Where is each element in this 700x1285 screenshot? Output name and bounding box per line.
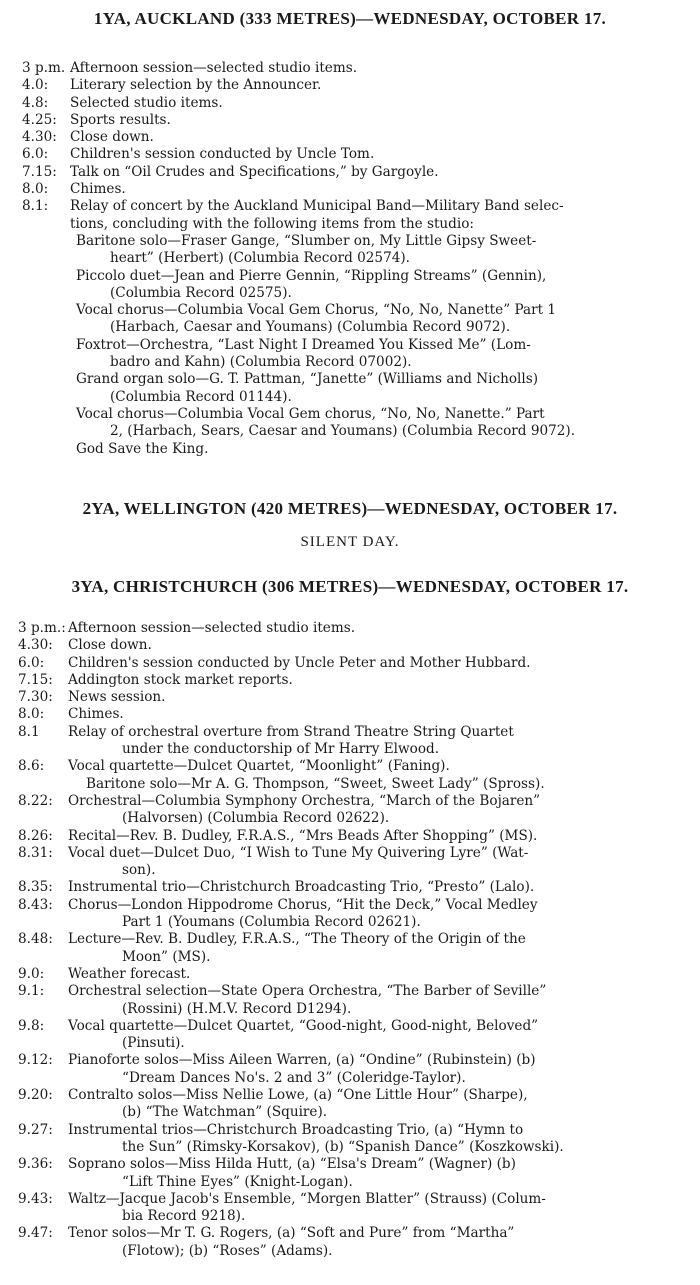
schedule-entry xyxy=(0,845,700,880)
entry-time: 9.12: xyxy=(18,1052,53,1069)
entry-text-line: Literary selection by the Announcer. xyxy=(70,77,322,94)
entry-time: 9.20: xyxy=(18,1087,53,1104)
entry-time: 9.0: xyxy=(18,965,45,982)
section-heading-2ya: 2YA, WELLINGTON (420 METRES)—WEDNESDAY, OCTOBER 17. xyxy=(82,499,618,518)
schedule-entry xyxy=(0,655,700,672)
schedule-entry xyxy=(0,724,700,759)
programme-item-line: heart” (Herbert) (Columbia Record 02574). xyxy=(110,250,410,267)
entry-time: 4.30: xyxy=(18,637,53,654)
entry-text-line: Soprano solos—Miss Hilda Hutt, (a) “Elsa's Dream” (Wagner) (b) xyxy=(68,1156,516,1173)
schedule-entry xyxy=(0,672,700,689)
entry-time: 7.15: xyxy=(22,163,57,180)
entry-text-line: Waltz—Jacque Jacob's Ensemble, “Morgen Blatter” (Strauss) (Colum- xyxy=(68,1190,546,1207)
entry-text-line: “Dream Dances No's. 2 and 3” (Coleridge-Taylor). xyxy=(122,1069,466,1086)
entry-text-line: Lecture—Rev. B. Dudley, F.R.A.S., “The Theory of the Origin of the xyxy=(68,931,526,948)
programme-item xyxy=(0,268,700,303)
schedule-entry xyxy=(0,129,700,146)
entry-text-line: Vocal duet—Dulcet Duo, “I Wish to Tune My Quivering Lyre” (Wat- xyxy=(68,844,529,861)
schedule-entry xyxy=(0,879,700,896)
schedule-entry xyxy=(0,1018,700,1053)
entry-text-line: Instrumental trio—Christchurch Broadcasting Trio, “Presto” (Lalo). xyxy=(68,879,535,896)
entry-text-line: Chorus—London Hippodrome Chorus, “Hit the Deck,” Vocal Medley xyxy=(68,896,538,913)
schedule-entry xyxy=(0,689,700,706)
programme-item-line: God Save the King. xyxy=(76,440,209,457)
entry-text-line: Instrumental trios—Christchurch Broadcasting Trio, (a) “Hymn to xyxy=(68,1121,524,1138)
entry-time: 9.47: xyxy=(18,1225,53,1242)
entry-text-line: Moon” (MS). xyxy=(122,948,211,965)
entry-time: 8.0: xyxy=(18,706,45,723)
entry-time: 8.0: xyxy=(22,181,49,198)
schedule-entry xyxy=(0,828,700,845)
entry-time: 4.8: xyxy=(22,94,49,111)
section-heading-3ya: 3YA, CHRISTCHURCH (306 METRES)—WEDNESDAY, OCTOBER 17. xyxy=(71,577,629,596)
entry-text-line: Vocal quartette—Dulcet Quartet, “Good-night, Good-night, Beloved” xyxy=(68,1017,539,1034)
entry-text-line: (b) “The Watchman” (Squire). xyxy=(122,1104,328,1121)
schedule-entry xyxy=(0,1191,700,1226)
entry-time: 4.25: xyxy=(22,111,57,128)
programme-item-line: (Columbia Record 01144). xyxy=(110,388,292,405)
entry-text-line: Weather forecast. xyxy=(68,965,191,982)
schedule-entry xyxy=(0,95,700,112)
entry-time: 9.36: xyxy=(18,1156,53,1173)
programme-item xyxy=(0,371,700,406)
entry-time: 8.6: xyxy=(18,758,45,775)
programme-item xyxy=(0,337,700,372)
entry-time: 7.15: xyxy=(18,671,53,688)
entry-text-line: (Pinsuti). xyxy=(122,1035,185,1052)
schedule-entry xyxy=(0,637,700,654)
entry-text-line: News session. xyxy=(68,689,166,706)
programme-item-line: badro and Kahn) (Columbia Record 07002). xyxy=(110,354,412,371)
programme-item-line: Vocal chorus—Columbia Vocal Gem Chorus, “No, No, Nanette” Part 1 xyxy=(76,302,557,319)
entry-text-line: Afternoon session—selected studio items. xyxy=(68,620,356,636)
programme-item-line: (Columbia Record 02575). xyxy=(110,284,292,301)
entry-text-line: Sports results. xyxy=(70,111,171,128)
entry-text-line: “Lift Thine Eyes” (Knight-Logan). xyxy=(122,1173,353,1190)
entry-text-line: the Sun” (Rimsky-Korsakov), (b) “Spanish Dance” (Koszkowski). xyxy=(122,1138,564,1155)
programme-item-line: Foxtrot—Orchestra, “Last Night I Dreamed You Kissed Me” (Lom- xyxy=(76,336,531,353)
programme-item xyxy=(0,441,700,458)
entry-time: 8.43: xyxy=(18,896,53,913)
section-heading-1ya: 1YA, AUCKLAND (333 METRES)—WEDNESDAY, OCTOBER 17. xyxy=(93,9,607,28)
entry-time: 7.30: xyxy=(18,689,53,706)
entry-text-line: tions, concluding with the following items from the studio: xyxy=(70,215,474,232)
schedule-1ya xyxy=(0,60,700,458)
entry-time: 4.0: xyxy=(22,77,49,94)
schedule-entry xyxy=(0,931,700,966)
entry-time: 8.1 xyxy=(18,723,40,740)
entry-time: 9.1: xyxy=(18,983,45,1000)
entry-text-line: (Flotow); (b) “Roses” (Adams). xyxy=(122,1242,333,1259)
entry-text-line: (Halvorsen) (Columbia Record 02622). xyxy=(122,810,390,827)
entry-time: 9.43: xyxy=(18,1190,53,1207)
entry-time: 6.0: xyxy=(18,654,45,671)
entry-text-line: (Rossini) (H.M.V. Record D1294). xyxy=(122,1000,352,1017)
entry-text-line: Contralto solos—Miss Nellie Lowe, (a) “One Little Hour” (Sharpe), xyxy=(68,1087,528,1104)
entry-time: 8.35: xyxy=(18,879,53,896)
programme-item-line: Grand organ solo—G. T. Pattman, “Janette” (Williams and Nicholls) xyxy=(76,371,539,388)
schedule-entry xyxy=(0,1225,700,1260)
entry-text-line: Chimes. xyxy=(70,181,126,198)
entry-time: 8.22: xyxy=(18,792,53,809)
schedule-entry xyxy=(0,1052,700,1087)
entry-text-line: Selected studio items. xyxy=(70,94,223,111)
programme-item xyxy=(0,233,700,268)
entry-text-line: Close down. xyxy=(70,129,154,146)
programme-item-line: Baritone solo—Fraser Gange, “Slumber on, My Little Gipsy Sweet- xyxy=(76,232,537,249)
schedule-entry xyxy=(0,1156,700,1191)
schedule-entry xyxy=(0,112,700,129)
entry-text-line: Relay of concert by the Auckland Municipal Band—Military Band selec- xyxy=(70,198,564,215)
schedule-entry xyxy=(0,706,700,723)
entry-text-line: Talk on “Oil Crudes and Specifications,” by Gargoyle. xyxy=(70,163,439,180)
programme-item-line: 2, (Harbach, Sears, Caesar and Youmans) (Columbia Record 9072). xyxy=(110,423,576,440)
entry-text-line: Children's session conducted by Uncle Tom. xyxy=(70,146,375,163)
entry-text-line: Part 1 (Youmans (Columbia Record 02621). xyxy=(122,914,421,931)
entry-text-line: Baritone solo—Mr A. G. Thompson, “Sweet, Sweet Lady” (Spross). xyxy=(86,775,545,792)
programme-item-line: (Harbach, Caesar and Youmans) (Columbia Record 9072). xyxy=(110,319,511,336)
schedule-entry xyxy=(0,198,700,233)
schedule-entry xyxy=(0,164,700,181)
schedule-entry xyxy=(0,758,700,793)
programme-item xyxy=(0,406,700,441)
entry-text-line: Chimes. xyxy=(68,706,124,723)
programme-item-line: Vocal chorus—Columbia Vocal Gem chorus, “No, No, Nanette.” Part xyxy=(76,405,545,422)
entry-text-line: Relay of orchestral overture from Strand Theatre String Quartet xyxy=(68,723,514,740)
entry-time: 8.26: xyxy=(18,827,53,844)
entry-text-line: son). xyxy=(122,862,156,879)
entry-time: 3 p.m.: xyxy=(18,620,66,636)
entry-time: 9.27: xyxy=(18,1121,53,1138)
schedule-entry xyxy=(0,181,700,198)
entry-text-line: Tenor solos—Mr T. G. Rogers, (a) “Soft and Pure” from “Martha” xyxy=(68,1225,515,1242)
entry-text-line: Recital—Rev. B. Dudley, F.R.A.S., “Mrs Beads After Shopping” (MS). xyxy=(68,827,538,844)
entry-text-line: Addington stock market reports. xyxy=(68,671,293,688)
schedule-entry xyxy=(0,966,700,983)
schedule-entry xyxy=(0,620,700,637)
entry-time: 3 p.m. xyxy=(22,60,66,76)
entry-text-line: Close down. xyxy=(68,637,152,654)
schedule-entry xyxy=(0,1122,700,1157)
schedule-entry xyxy=(0,146,700,163)
entry-time: 4.30: xyxy=(22,129,57,146)
entry-text-line: under the conductorship of Mr Harry Elwood. xyxy=(122,741,440,758)
entry-text-line: Vocal quartette—Dulcet Quartet, “Moonlight” (Faning). xyxy=(68,758,450,775)
schedule-entry xyxy=(0,983,700,1018)
schedule-entry xyxy=(0,60,700,77)
entry-text-line: Pianoforte solos—Miss Aileen Warren, (a) “Ondine” (Rubinstein) (b) xyxy=(68,1052,536,1069)
schedule-entry xyxy=(0,793,700,828)
entry-text-line: bia Record 9218). xyxy=(122,1208,246,1225)
entry-time: 6.0: xyxy=(22,146,49,163)
schedule-entry xyxy=(0,897,700,932)
entry-time: 8.48: xyxy=(18,931,53,948)
entry-text-line: Afternoon session—selected studio items. xyxy=(70,60,358,76)
entry-time: 9.8: xyxy=(18,1017,45,1034)
schedule-entry xyxy=(0,77,700,94)
silent-day-note: SILENT DAY. xyxy=(300,534,400,550)
programme-item xyxy=(0,302,700,337)
schedule-3ya xyxy=(0,620,700,1260)
programme-item-line: Piccolo duet—Jean and Pierre Gennin, “Rippling Streams” (Gennin), xyxy=(76,267,547,284)
entry-text-line: Orchestral selection—State Opera Orchestra, “The Barber of Seville” xyxy=(68,983,547,1000)
entry-text-line: Orchestral—Columbia Symphony Orchestra, “March of the Bojaren” xyxy=(68,792,541,809)
entry-time: 8.1: xyxy=(22,198,49,215)
entry-time: 8.31: xyxy=(18,844,53,861)
schedule-entry xyxy=(0,1087,700,1122)
entry-text-line: Children's session conducted by Uncle Peter and Mother Hubbard. xyxy=(68,654,531,671)
